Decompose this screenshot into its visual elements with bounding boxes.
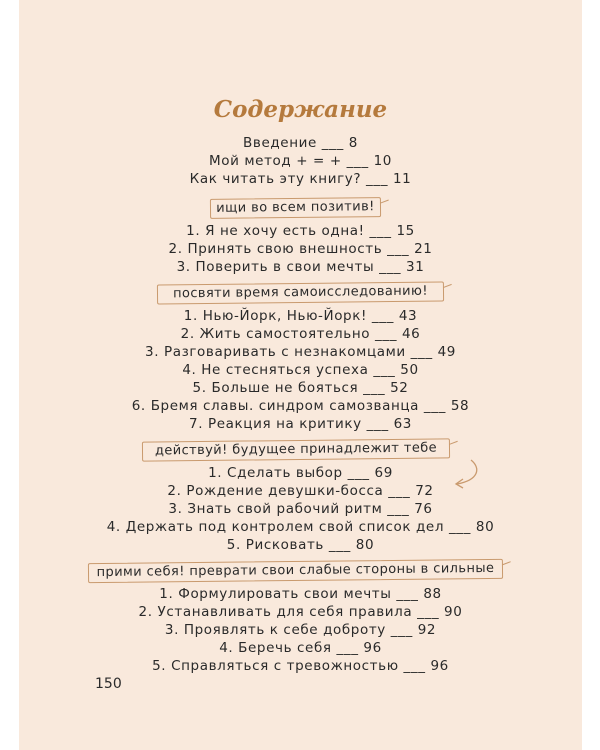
toc-entry: 1. Формулировать свои мечты ___ 88 — [159, 586, 442, 602]
section-heading-4: прими себя! преврати свои слабые стороны в сильные — [88, 559, 503, 583]
toc-entry-method: Мой метод + = + ___ 10 — [209, 153, 392, 169]
toc-entry: 3. Проявлять к себе доброту ___ 92 — [164, 622, 437, 638]
toc-entry-intro: Введение ___ 8 — [243, 135, 358, 151]
toc-entry: 3. Знать свой рабочий ритм ___ 76 — [168, 501, 433, 517]
toc-entry: 5. Больше не бояться ___ 52 — [192, 380, 409, 396]
curved-arrow-icon — [451, 458, 487, 494]
toc-entry: 3. Поверить в свои мечты ___ 31 — [176, 259, 425, 275]
toc-entry: 2. Рождение девушки-босса ___ 72 — [167, 483, 434, 499]
section-heading-2: посвяти время самоисследованию! — [157, 281, 444, 304]
book-page — [19, 0, 582, 750]
toc-entry: 5. Рисковать ___ 80 — [226, 537, 375, 553]
toc-entry: 4. Беречь себя ___ 96 — [219, 640, 382, 656]
toc-entry: 1. Я не хочу есть одна! ___ 15 — [186, 223, 415, 239]
toc-entry: 6. Бремя славы. синдром самозванца ___ 58 — [131, 398, 470, 414]
toc-entry: 2. Жить самостоятельно ___ 46 — [180, 326, 421, 342]
page-title: Содержание — [213, 96, 388, 123]
toc-entry: 4. Не стесняться успеха ___ 50 — [182, 362, 419, 378]
toc-entry: 3. Разговаривать с незнакомцами ___ 49 — [145, 344, 456, 360]
toc-entry: 1. Нью-Йорк, Нью-Йорк! ___ 43 — [183, 308, 418, 324]
section-heading-1: ищи во всем позитив! — [210, 197, 381, 219]
toc-entry: 4. Держать под контролем свой список дел ___ 80 — [106, 519, 495, 535]
section-heading-3: действуй! будущее принадлежит тебе — [142, 438, 450, 461]
toc-entry: 2. Устанавливать для себя правила ___ 90 — [138, 604, 463, 620]
toc-entry: 7. Реакция на критику ___ 63 — [189, 416, 412, 432]
toc-entry: 5. Справляться с тревожностью ___ 96 — [152, 658, 449, 674]
toc-entry-how-to-read: Как читать эту книгу? ___ 11 — [189, 171, 412, 187]
toc-entry: 2. Принять свою внешность ___ 21 — [168, 241, 433, 257]
toc-entry: 1. Сделать выбор ___ 69 — [208, 465, 393, 481]
page-number: 150 — [95, 676, 122, 692]
